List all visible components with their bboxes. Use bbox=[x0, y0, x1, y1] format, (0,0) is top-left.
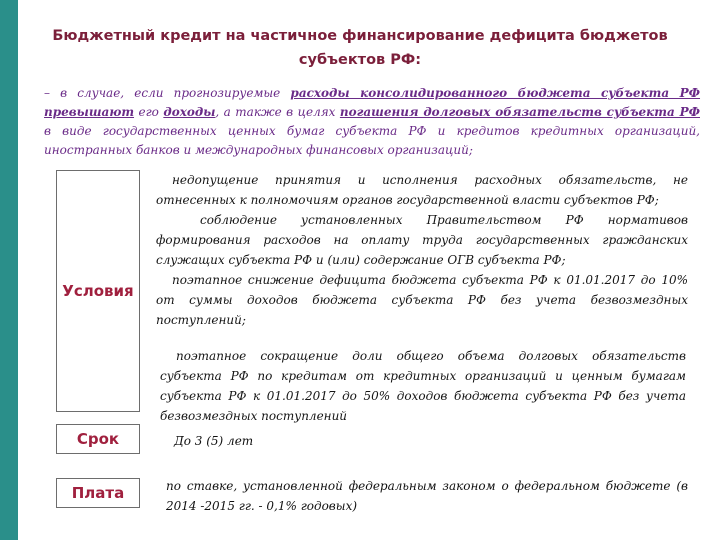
intro-text-3: его bbox=[134, 105, 164, 119]
term-text: До 3 (5) лет bbox=[174, 434, 254, 448]
intro-expenses-underlined: расходы консолидированного бюджета субъекта РФ превышают bbox=[44, 86, 701, 119]
conditions-list bbox=[156, 170, 688, 330]
term-label: Срок bbox=[76, 430, 120, 448]
fee-text: по ставке, установленной федеральным законом о федеральном бюджете (в 2014 -2015 гг. - 0,1% годовых) bbox=[166, 479, 688, 513]
page-title-line-2: субъектов РФ: bbox=[298, 52, 422, 68]
intro-text-7: в виде государственных ценных бумаг субъекта РФ и кредитов кредитных организаций, иностранных банков и международных финансовых организаций; bbox=[44, 124, 700, 157]
intro-text-5: , а также в целях bbox=[215, 105, 340, 119]
term-label-box bbox=[56, 424, 140, 454]
page-title bbox=[40, 24, 680, 72]
intro-paragraph bbox=[44, 84, 700, 160]
left-accent-bar bbox=[0, 0, 18, 540]
condition-item-4: поэтапное сокращение доли общего объема долговых обязательств субъекта РФ по кредитам от кредитных организаций и ценным бумагам субъекта РФ к 01.01.2017 до 50% доходов бюджета субъекта РФ без учета безвозмездных поступлений bbox=[160, 349, 686, 423]
conditions-label-box bbox=[56, 170, 140, 412]
intro-text-1: – в случае, если прогнозируемые bbox=[44, 86, 291, 100]
page-title-line-1: Бюджетный кредит на частичное финансирование дефицита бюджетов bbox=[52, 28, 668, 44]
condition-item-2: соблюдение установленных Правительством РФ нормативов формирования расходов на оплату труда государственных гражданских служащих субъекта РФ и (или) содержание ОГВ субъекта РФ; bbox=[156, 213, 688, 267]
conditions-label: Условия bbox=[62, 282, 134, 300]
fee-label: Плата bbox=[71, 484, 125, 502]
condition-item-3: поэтапное снижение дефицита бюджета субъекта РФ к 01.01.2017 до 10% от суммы доходов бюджета субъекта РФ без учета безвозмездных поступлений; bbox=[156, 273, 688, 327]
condition-item-1: недопущение принятия и исполнения расходных обязательств, не отнесенных к полномочиям органов государственной власти субъектов РФ; bbox=[156, 173, 688, 207]
intro-revenues-underlined: доходы bbox=[163, 105, 216, 119]
intro-debt-repayment-underlined: погашения долговых обязательств субъекта РФ bbox=[339, 105, 700, 119]
fee-label-box bbox=[56, 478, 140, 508]
